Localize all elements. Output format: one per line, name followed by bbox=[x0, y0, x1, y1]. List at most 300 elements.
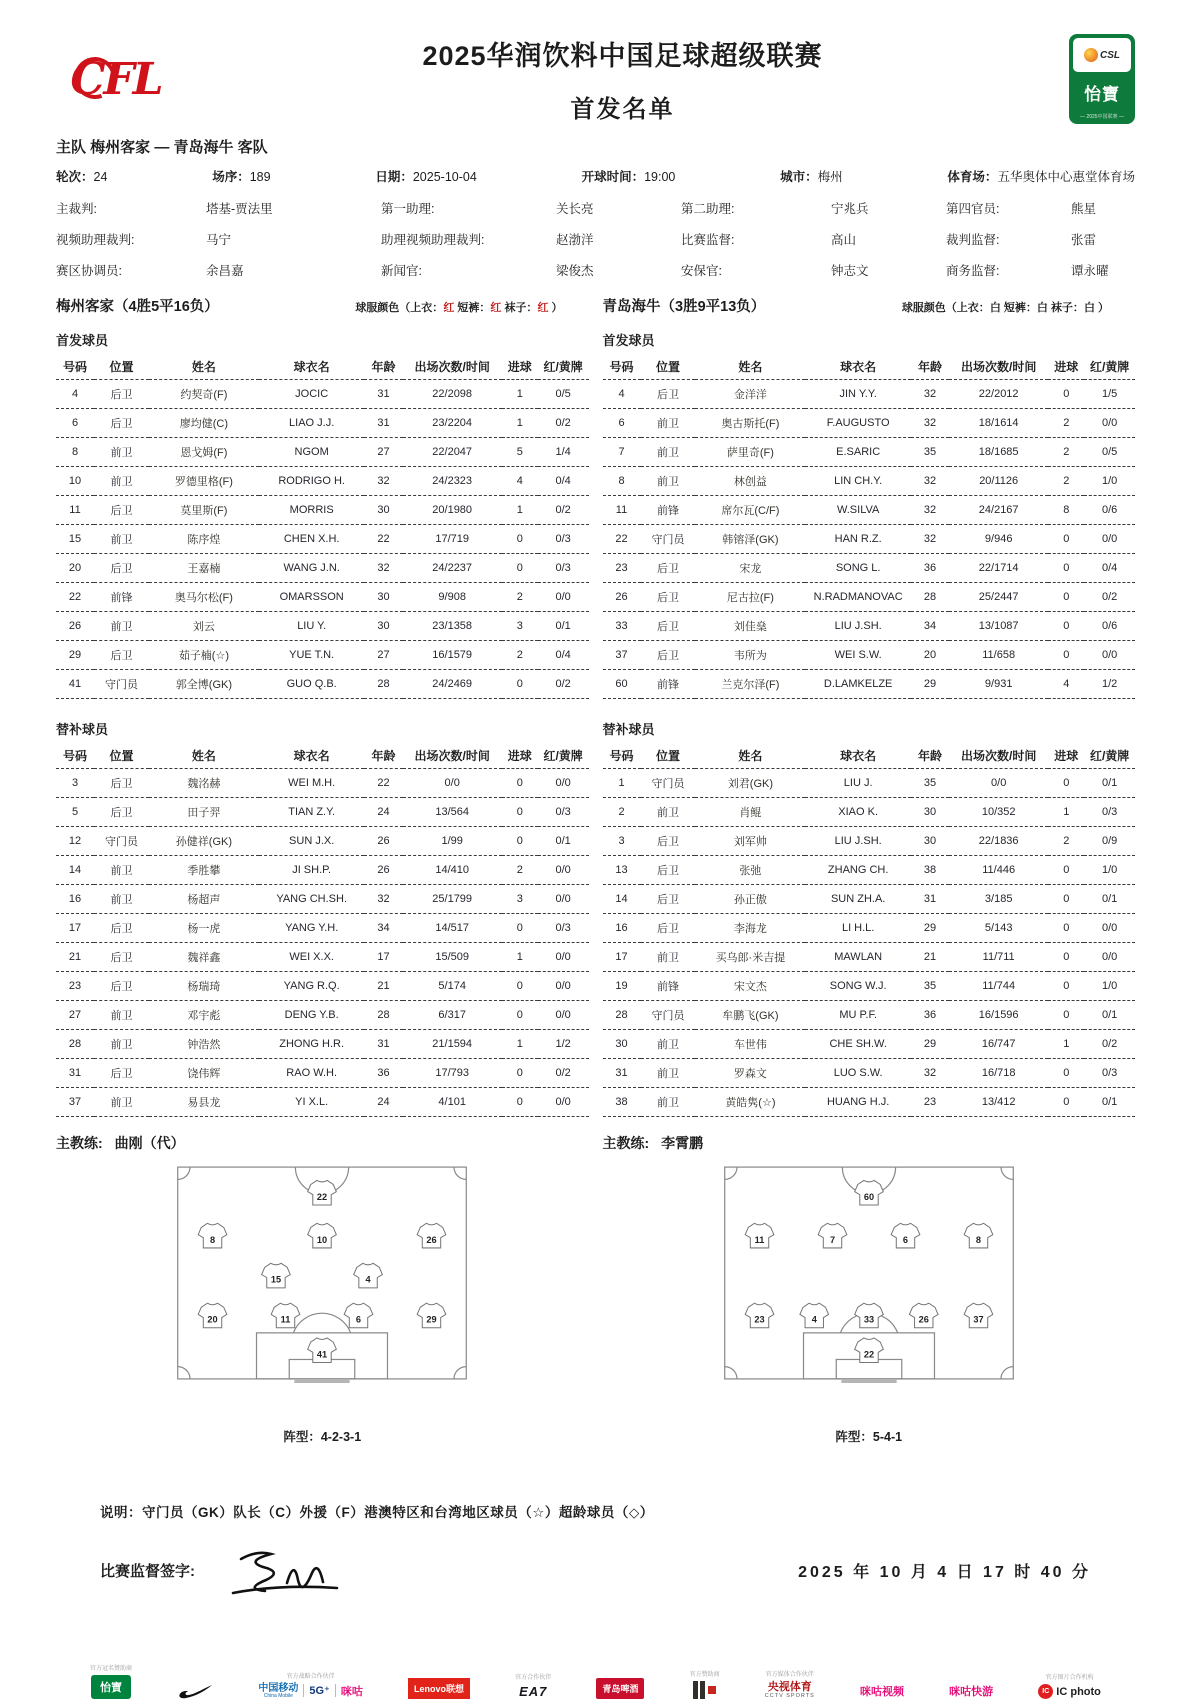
column-header: 出场次数/时间 bbox=[403, 355, 502, 380]
player-position: 后卫 bbox=[94, 496, 149, 525]
player-row bbox=[56, 1059, 589, 1088]
goals: 0 bbox=[502, 670, 538, 699]
goals: 2 bbox=[1048, 467, 1084, 496]
column-header: 红/黄牌 bbox=[1084, 355, 1135, 380]
player-position: 后卫 bbox=[641, 554, 696, 583]
player-name: 宋文杰 bbox=[695, 972, 805, 1001]
apps-minutes: 15/509 bbox=[403, 943, 502, 972]
player-row bbox=[603, 1001, 1136, 1030]
player-position: 后卫 bbox=[94, 798, 149, 827]
cards: 0/0 bbox=[1084, 943, 1135, 972]
player-number: 60 bbox=[603, 670, 641, 699]
player-position: 后卫 bbox=[94, 1059, 149, 1088]
cards: 0/0 bbox=[538, 1001, 589, 1030]
goals: 1 bbox=[502, 496, 538, 525]
official-name: 谭永曜 bbox=[1071, 261, 1135, 279]
apps-minutes: 22/1714 bbox=[949, 554, 1048, 583]
cards: 0/1 bbox=[1084, 769, 1135, 798]
player-row bbox=[56, 467, 589, 496]
player-age: 22 bbox=[364, 525, 402, 554]
player-row bbox=[603, 612, 1136, 641]
apps-minutes: 9/931 bbox=[949, 670, 1048, 699]
jersey-name: TIAN Z.Y. bbox=[259, 798, 365, 827]
player-age: 26 bbox=[364, 827, 402, 856]
player-number: 3 bbox=[56, 769, 94, 798]
jersey-name: LIU J.SH. bbox=[805, 612, 911, 641]
official-role-label: 视频助理裁判: bbox=[56, 230, 206, 248]
jersey-name: RAO W.H. bbox=[259, 1059, 365, 1088]
jersey-name: JOCIC bbox=[259, 380, 365, 409]
apps-minutes: 0/0 bbox=[949, 769, 1048, 798]
player-shirt bbox=[198, 1303, 227, 1328]
player-row bbox=[603, 554, 1136, 583]
player-shirt bbox=[745, 1223, 774, 1248]
cards: 0/3 bbox=[538, 525, 589, 554]
player-name: 奥古斯托(F) bbox=[695, 409, 805, 438]
player-shirt bbox=[271, 1303, 300, 1328]
player-number: 22 bbox=[603, 525, 641, 554]
player-number: 38 bbox=[603, 1088, 641, 1117]
player-row bbox=[603, 438, 1136, 467]
player-age: 28 bbox=[364, 670, 402, 699]
player-name: 刘云 bbox=[149, 612, 259, 641]
sponsor-liquor-brand: 官方赞助商 bbox=[690, 1669, 720, 1699]
column-header: 进球 bbox=[502, 355, 538, 380]
player-age: 22 bbox=[364, 769, 402, 798]
player-name: 买乌郎·米吉提 bbox=[695, 943, 805, 972]
player-name: 茹子楠(☆) bbox=[149, 641, 259, 670]
player-name: 牟鹏飞(GK) bbox=[695, 1001, 805, 1030]
cards: 0/3 bbox=[538, 554, 589, 583]
away-coach-line: 主教练: 李霄鹏 bbox=[603, 1133, 1136, 1153]
match-info-row bbox=[56, 167, 1135, 185]
player-number: 3 bbox=[603, 827, 641, 856]
player-number: 37 bbox=[56, 1088, 94, 1117]
home-pitch-diagram bbox=[172, 1163, 472, 1383]
column-header: 号码 bbox=[56, 744, 94, 769]
player-position: 前卫 bbox=[641, 409, 696, 438]
column-header: 出场次数/时间 bbox=[403, 744, 502, 769]
cards: 0/0 bbox=[538, 943, 589, 972]
player-position: 前锋 bbox=[94, 583, 149, 612]
player-shirt bbox=[854, 1303, 883, 1328]
player-shirt bbox=[198, 1223, 227, 1248]
player-row bbox=[603, 856, 1136, 885]
official-name: 赵渤洋 bbox=[556, 230, 681, 248]
cards: 0/0 bbox=[1084, 914, 1135, 943]
svg-text:11: 11 bbox=[754, 1235, 764, 1245]
goals: 1 bbox=[502, 1030, 538, 1059]
jersey-name: E.SARIC bbox=[805, 438, 911, 467]
player-position: 后卫 bbox=[94, 380, 149, 409]
player-number: 10 bbox=[56, 467, 94, 496]
home-column bbox=[56, 322, 589, 1445]
svg-text:7: 7 bbox=[830, 1235, 835, 1245]
jersey-name: LI H.L. bbox=[805, 914, 911, 943]
goals: 0 bbox=[1048, 885, 1084, 914]
home-coach-line: 主教练: 曲刚（代） bbox=[56, 1133, 589, 1153]
player-name: 奥马尔松(F) bbox=[149, 583, 259, 612]
svg-text:26: 26 bbox=[427, 1235, 437, 1245]
apps-minutes: 16/1579 bbox=[403, 641, 502, 670]
player-name: 李海龙 bbox=[695, 914, 805, 943]
svg-text:6: 6 bbox=[356, 1315, 361, 1325]
player-number: 5 bbox=[56, 798, 94, 827]
svg-text:23: 23 bbox=[754, 1315, 764, 1325]
player-age: 30 bbox=[364, 496, 402, 525]
goals: 4 bbox=[1048, 670, 1084, 699]
apps-minutes: 22/2047 bbox=[403, 438, 502, 467]
sponsor-icphoto: 官方图片合作机构 IC IC photo bbox=[1038, 1672, 1101, 1699]
svg-text:4: 4 bbox=[366, 1275, 372, 1285]
svg-text:4: 4 bbox=[811, 1315, 817, 1325]
official-role-label: 新闻官: bbox=[381, 261, 556, 279]
player-age: 30 bbox=[911, 798, 949, 827]
goals: 0 bbox=[502, 769, 538, 798]
goals: 0 bbox=[1048, 943, 1084, 972]
column-header: 红/黄牌 bbox=[538, 744, 589, 769]
player-row bbox=[603, 943, 1136, 972]
cards: 0/6 bbox=[1084, 496, 1135, 525]
goals: 4 bbox=[502, 467, 538, 496]
player-age: 32 bbox=[911, 467, 949, 496]
player-position: 前卫 bbox=[94, 856, 149, 885]
player-position: 守门员 bbox=[94, 827, 149, 856]
column-header: 号码 bbox=[603, 355, 641, 380]
goals: 0 bbox=[502, 525, 538, 554]
goals: 0 bbox=[502, 554, 538, 583]
apps-minutes: 13/564 bbox=[403, 798, 502, 827]
player-number: 26 bbox=[56, 612, 94, 641]
goals: 0 bbox=[1048, 641, 1084, 670]
player-row bbox=[56, 438, 589, 467]
player-shirt bbox=[800, 1303, 829, 1328]
goals: 2 bbox=[1048, 827, 1084, 856]
player-number: 17 bbox=[56, 914, 94, 943]
svg-text:33: 33 bbox=[864, 1315, 874, 1325]
column-header: 年龄 bbox=[911, 744, 949, 769]
player-row bbox=[603, 914, 1136, 943]
goals: 0 bbox=[502, 914, 538, 943]
jersey-name: LIN CH.Y. bbox=[805, 467, 911, 496]
jersey-name: JIN Y.Y. bbox=[805, 380, 911, 409]
player-age: 32 bbox=[911, 380, 949, 409]
apps-minutes: 23/1358 bbox=[403, 612, 502, 641]
player-number: 33 bbox=[603, 612, 641, 641]
cards: 0/1 bbox=[1084, 1001, 1135, 1030]
apps-minutes: 14/410 bbox=[403, 856, 502, 885]
player-position: 后卫 bbox=[641, 914, 696, 943]
player-name: 孙正傲 bbox=[695, 885, 805, 914]
player-position: 守门员 bbox=[94, 670, 149, 699]
sponsor-china-mobile: 官方战略合作伙伴 中国移动 China Mobile 5G⁺ 咪咕 bbox=[258, 1671, 362, 1699]
player-age: 32 bbox=[911, 496, 949, 525]
player-age: 29 bbox=[911, 1030, 949, 1059]
player-age: 27 bbox=[364, 641, 402, 670]
goals: 0 bbox=[1048, 769, 1084, 798]
svg-text:29: 29 bbox=[427, 1315, 437, 1325]
cards: 0/9 bbox=[1084, 827, 1135, 856]
official-role-label: 第一助理: bbox=[381, 199, 556, 217]
goals: 0 bbox=[502, 798, 538, 827]
player-row bbox=[603, 641, 1136, 670]
player-row bbox=[603, 525, 1136, 554]
player-number: 13 bbox=[603, 856, 641, 885]
column-header: 姓名 bbox=[149, 355, 259, 380]
apps-minutes: 24/2469 bbox=[403, 670, 502, 699]
player-name: 罗森文 bbox=[695, 1059, 805, 1088]
away-subs-label: 替补球员 bbox=[603, 719, 1136, 738]
player-number: 17 bbox=[603, 943, 641, 972]
goals: 0 bbox=[1048, 1059, 1084, 1088]
player-position: 后卫 bbox=[94, 972, 149, 1001]
cards: 0/1 bbox=[538, 612, 589, 641]
player-age: 20 bbox=[911, 641, 949, 670]
home-pitch-wrap bbox=[56, 1163, 589, 1383]
player-name: 宋龙 bbox=[695, 554, 805, 583]
china-mobile-migu-logo: 中国移动 China Mobile 5G⁺ 咪咕 bbox=[258, 1683, 362, 1699]
player-row bbox=[56, 612, 589, 641]
jersey-name: OMARSSON bbox=[259, 583, 365, 612]
player-number: 4 bbox=[56, 380, 94, 409]
yibao-logo: 怡寶 bbox=[91, 1675, 131, 1699]
player-position: 前卫 bbox=[94, 438, 149, 467]
player-row bbox=[56, 670, 589, 699]
jersey-name: SONG W.J. bbox=[805, 972, 911, 1001]
sponsor-yibao: 官方冠名赞助商 怡寶 bbox=[90, 1663, 132, 1699]
jersey-name: D.LAMKELZE bbox=[805, 670, 911, 699]
player-name: 魏祥鑫 bbox=[149, 943, 259, 972]
official-name: 张雷 bbox=[1071, 230, 1135, 248]
goals: 8 bbox=[1048, 496, 1084, 525]
player-position: 后卫 bbox=[641, 885, 696, 914]
player-number: 1 bbox=[603, 769, 641, 798]
cards: 0/2 bbox=[538, 670, 589, 699]
column-header: 号码 bbox=[603, 744, 641, 769]
sponsor-migu-video bbox=[860, 1671, 904, 1699]
goals: 1 bbox=[502, 380, 538, 409]
player-number: 14 bbox=[603, 885, 641, 914]
player-number: 16 bbox=[603, 914, 641, 943]
squad-columns bbox=[56, 322, 1135, 1445]
player-row bbox=[56, 972, 589, 1001]
player-age: 29 bbox=[911, 670, 949, 699]
player-age: 28 bbox=[911, 583, 949, 612]
cards: 0/3 bbox=[538, 914, 589, 943]
apps-minutes: 24/2323 bbox=[403, 467, 502, 496]
cards: 1/4 bbox=[538, 438, 589, 467]
player-number: 28 bbox=[56, 1030, 94, 1059]
player-row bbox=[603, 827, 1136, 856]
svg-text:8: 8 bbox=[210, 1235, 215, 1245]
player-name: 刘佳燊 bbox=[695, 612, 805, 641]
apps-minutes: 20/1126 bbox=[949, 467, 1048, 496]
apps-minutes: 0/0 bbox=[403, 769, 502, 798]
player-name: 肖鲲 bbox=[695, 798, 805, 827]
player-position: 前卫 bbox=[94, 467, 149, 496]
icphoto-logo: IC IC photo bbox=[1038, 1684, 1101, 1699]
cards: 0/0 bbox=[538, 583, 589, 612]
away-subs-table bbox=[603, 744, 1136, 1117]
away-kit-colors: 球服颜色（上衣：白 短裤：白 袜子：白 ） bbox=[902, 299, 1109, 315]
home-subs-table bbox=[56, 744, 589, 1117]
player-position: 后卫 bbox=[94, 769, 149, 798]
player-age: 17 bbox=[364, 943, 402, 972]
cctv-sports-logo: 央视体育 CCTV SPORTS bbox=[765, 1681, 815, 1699]
cards: 0/0 bbox=[538, 769, 589, 798]
csl-badge-text: CSL bbox=[1100, 50, 1120, 61]
player-name: 黄皓隽(☆) bbox=[695, 1088, 805, 1117]
player-age: 31 bbox=[364, 409, 402, 438]
apps-minutes: 22/1836 bbox=[949, 827, 1048, 856]
cards: 0/1 bbox=[538, 827, 589, 856]
official-role-label: 第二助理: bbox=[681, 199, 831, 217]
jersey-name: YANG CH.SH. bbox=[259, 885, 365, 914]
player-number: 20 bbox=[56, 554, 94, 583]
player-position: 后卫 bbox=[641, 612, 696, 641]
player-number: 8 bbox=[56, 438, 94, 467]
header bbox=[56, 34, 1135, 124]
jersey-name: XIAO K. bbox=[805, 798, 911, 827]
player-number: 14 bbox=[56, 856, 94, 885]
ic-circle-icon: IC bbox=[1038, 1684, 1053, 1699]
player-position: 后卫 bbox=[94, 554, 149, 583]
jersey-name: W.SILVA bbox=[805, 496, 911, 525]
player-name: 兰克尔泽(F) bbox=[695, 670, 805, 699]
goals: 5 bbox=[502, 438, 538, 467]
cards: 0/2 bbox=[538, 1059, 589, 1088]
away-formation-label: 阵型：5-4-1 bbox=[603, 1427, 1136, 1445]
player-age: 31 bbox=[911, 885, 949, 914]
player-shirt bbox=[964, 1303, 993, 1328]
player-age: 28 bbox=[364, 1001, 402, 1030]
official-name: 熊星 bbox=[1071, 199, 1135, 217]
player-shirt bbox=[909, 1303, 938, 1328]
player-row bbox=[56, 943, 589, 972]
player-position: 前锋 bbox=[641, 496, 696, 525]
player-name: 韦所为 bbox=[695, 641, 805, 670]
player-age: 32 bbox=[911, 525, 949, 554]
player-row bbox=[603, 583, 1136, 612]
player-row bbox=[56, 380, 589, 409]
apps-minutes: 11/744 bbox=[949, 972, 1048, 1001]
cards: 0/5 bbox=[538, 380, 589, 409]
red-seal-icon bbox=[708, 1686, 716, 1694]
apps-minutes: 21/1594 bbox=[403, 1030, 502, 1059]
player-name: 廖均健(C) bbox=[149, 409, 259, 438]
player-position: 前卫 bbox=[641, 1059, 696, 1088]
player-name: 季胜攀 bbox=[149, 856, 259, 885]
apps-minutes: 11/711 bbox=[949, 943, 1048, 972]
player-number: 23 bbox=[56, 972, 94, 1001]
column-header: 位置 bbox=[641, 744, 696, 769]
column-header: 球衣名 bbox=[805, 355, 911, 380]
player-shirt bbox=[417, 1303, 446, 1328]
player-name: 林创益 bbox=[695, 467, 805, 496]
player-name: 韩镕泽(GK) bbox=[695, 525, 805, 554]
player-age: 21 bbox=[364, 972, 402, 1001]
cards: 0/4 bbox=[538, 641, 589, 670]
player-shirt bbox=[854, 1180, 883, 1205]
jersey-name: MORRIS bbox=[259, 496, 365, 525]
sponsor-migu-games bbox=[949, 1671, 993, 1699]
home-team-head bbox=[56, 295, 589, 316]
jersey-name: WEI X.X. bbox=[259, 943, 365, 972]
away-column bbox=[603, 322, 1136, 1445]
player-name: 魏洺赫 bbox=[149, 769, 259, 798]
signature-datetime: 2025 年 10 月 4 日 17 时 40 分 bbox=[798, 1559, 1091, 1582]
cards: 0/5 bbox=[1084, 438, 1135, 467]
apps-minutes: 10/352 bbox=[949, 798, 1048, 827]
column-header: 位置 bbox=[94, 355, 149, 380]
player-position: 前卫 bbox=[641, 438, 696, 467]
goals: 1 bbox=[502, 943, 538, 972]
apps-minutes: 9/908 bbox=[403, 583, 502, 612]
player-age: 27 bbox=[364, 438, 402, 467]
jersey-name: MU P.F. bbox=[805, 1001, 911, 1030]
player-position: 前卫 bbox=[94, 1030, 149, 1059]
official-name: 马宁 bbox=[206, 230, 381, 248]
table-header-row bbox=[603, 355, 1136, 380]
player-number: 4 bbox=[603, 380, 641, 409]
goals: 2 bbox=[502, 583, 538, 612]
cards: 1/5 bbox=[1084, 380, 1135, 409]
column-header: 红/黄牌 bbox=[538, 355, 589, 380]
player-shirt bbox=[964, 1223, 993, 1248]
cards: 0/6 bbox=[1084, 612, 1135, 641]
cards: 0/4 bbox=[538, 467, 589, 496]
column-header: 球衣名 bbox=[259, 744, 365, 769]
cards: 0/2 bbox=[1084, 1030, 1135, 1059]
player-number: 2 bbox=[603, 798, 641, 827]
player-row bbox=[603, 467, 1136, 496]
player-position: 后卫 bbox=[94, 943, 149, 972]
player-position: 后卫 bbox=[94, 914, 149, 943]
jersey-name: LIU J.SH. bbox=[805, 827, 911, 856]
match-info-item: 日期：2025-10-04 bbox=[375, 167, 476, 185]
player-position: 后卫 bbox=[94, 641, 149, 670]
home-coach-name: 曲刚（代） bbox=[115, 1135, 185, 1151]
jersey-name: SONG L. bbox=[805, 554, 911, 583]
column-header: 出场次数/时间 bbox=[949, 744, 1048, 769]
goals: 0 bbox=[1048, 914, 1084, 943]
sponsor-strip bbox=[56, 1663, 1135, 1699]
goals: 0 bbox=[1048, 1001, 1084, 1030]
jersey-name: GUO Q.B. bbox=[259, 670, 365, 699]
player-row bbox=[56, 885, 589, 914]
apps-minutes: 17/719 bbox=[403, 525, 502, 554]
player-number: 11 bbox=[56, 496, 94, 525]
apps-minutes: 24/2237 bbox=[403, 554, 502, 583]
player-row bbox=[56, 641, 589, 670]
page-title: 2025华润饮料中国足球超级联赛 bbox=[176, 34, 1069, 73]
player-name: 钟浩然 bbox=[149, 1030, 259, 1059]
jersey-name: F.AUGUSTO bbox=[805, 409, 911, 438]
apps-minutes: 11/658 bbox=[949, 641, 1048, 670]
yibao-brand-text: 怡寶 bbox=[1084, 80, 1120, 105]
player-position: 前卫 bbox=[94, 525, 149, 554]
player-number: 23 bbox=[603, 554, 641, 583]
column-header: 年龄 bbox=[364, 744, 402, 769]
official-name: 余昌嘉 bbox=[206, 261, 381, 279]
player-row bbox=[56, 583, 589, 612]
player-number: 7 bbox=[603, 438, 641, 467]
player-name: 恩戈姆(F) bbox=[149, 438, 259, 467]
player-row bbox=[603, 972, 1136, 1001]
player-position: 前卫 bbox=[94, 885, 149, 914]
team-heads bbox=[56, 295, 1135, 316]
home-team-name: 梅州客家（4胜5平16负） bbox=[56, 295, 219, 316]
